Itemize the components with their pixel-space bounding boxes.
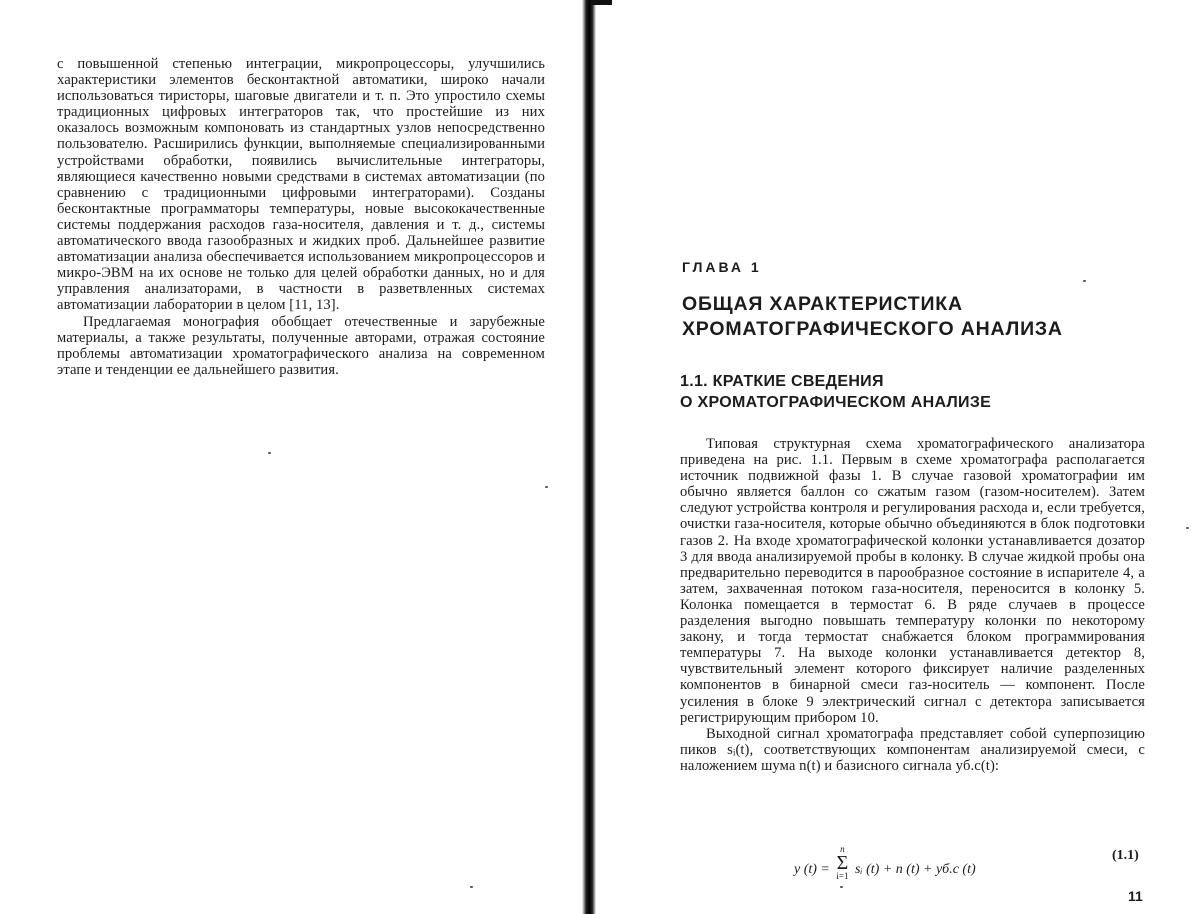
section-title: [680, 372, 1140, 413]
print-speck: [470, 886, 473, 888]
section-title-line-1: 1.1. КРАТКИЕ СВЕДЕНИЯ: [680, 373, 884, 390]
print-speck: [1186, 527, 1189, 529]
chapter-title-line-1: ОБЩАЯ ХАРАКТЕРИСТИКА: [682, 293, 963, 315]
book-gutter: [582, 0, 596, 914]
left-page-text: [57, 56, 545, 378]
left-paragraph-2: Предлагаемая монография обобщает отечественные и зарубежные материалы, а также результаты, полученные авторами, отражая состояние проблемы автоматизации хроматографического анализа на современном этапе и тенденции ее дальнейшего развития.: [57, 313, 545, 378]
chapter-label: ГЛАВА 1: [682, 259, 762, 275]
right-page-text: [680, 436, 1145, 774]
print-speck: [1083, 280, 1086, 282]
section-title-line-2: О ХРОМАТОГРАФИЧЕСКОМ АНАЛИЗЕ: [680, 393, 992, 411]
summation: [836, 845, 848, 881]
right-paragraph-2: Выходной сигнал хроматографа представляет собой суперпозицию пиков sᵢ(t), соответствующих компонентам анализируемой смеси, с наложением шума n(t) и базисного сигнала yб.с(t):: [680, 725, 1145, 774]
left-page: [0, 0, 588, 914]
equation-rhs: sᵢ (t) + n (t) + yб.с (t): [854, 862, 976, 877]
chapter-title: [682, 292, 1152, 342]
sum-lower-limit: i=1: [836, 871, 849, 881]
print-speck: [545, 486, 548, 488]
sum-upper-limit: n: [840, 844, 845, 854]
page-number: 11: [1128, 888, 1143, 904]
equation-1-1: [794, 845, 976, 881]
equation-lhs: y (t) =: [794, 862, 830, 877]
print-speck: [840, 886, 843, 888]
print-speck: [268, 452, 271, 454]
sigma-icon: Σ: [836, 852, 849, 874]
chapter-title-line-2: ХРОМАТОГРАФИЧЕСКОГО АНАЛИЗА: [682, 318, 1063, 340]
left-paragraph-1: с повышенной степенью интеграции, микропроцессоры, улучшились характеристики элементов бесконтактной автоматики, широко начали использоваться тиристоры, шаговые двигатели и т. п. Это упростило схемы традиционных цифровых интеграторов так, что простейшие из них оказалось возможным компоновать из стандартных узлов непосредственно пользователю. Расширились функции, выполняемые специализированными устройствами обработки, появились вычислительные интеграторы, являющиеся качественно новыми средствами в системах автоматизации (по сравнению с традиционными цифровыми интеграторами). Созданы бесконтактные программаторы температуры, новые высококачественные системы поддержания расходов газа-носителя, давления и т. д., системы автоматического ввода газообразных и жидких проб. Дальнейшее развитие автоматизации анализа обеспечивается использованием микропроцессоров и микро-ЭВМ на их основе не только для целей обработки данных, но и для управления анализаторами, в частности в разветвленных системах автоматизации лаборатории в целом [11, 13].: [57, 56, 545, 314]
equation-number: (1.1): [1112, 848, 1139, 863]
right-paragraph-1: Типовая структурная схема хроматографического анализатора приведена на рис. 1.1. Первым в схеме хроматографа располагается источник подвижной фазы 1. В случае газовой хроматографии им обычно является баллон со сжатым газом (газом-носителем). Затем следуют устройства контроля и регулирования расхода и, если требуется, очистки газа-носителя, которые обычно объединяются в блок подготовки газов 2. На входе хроматографической колонки устанавливается дозатор 3 для ввода анализируемой пробы в колонку. В случае жидкой пробы она предварительно переводится в парообразное состояние в испарителе 4, а затем, захваченная потоком газа-носителя, переносится в колонку 5. Колонка помещается в термостат 6. В ряде случаев в процессе разделения выгодно повышать температуру колонки по некоторому закону, и тогда термостат снабжается блоком программирования температуры 7. На выходе колонки устанавливается детектор 8, чувствительный элемент которого фиксирует наличие разделенных компонентов в бинарной смеси газ-носитель — компонент. После усиления в блоке 9 электрический сигнал с детектора записывается регистрирующим прибором 10.: [680, 436, 1145, 726]
